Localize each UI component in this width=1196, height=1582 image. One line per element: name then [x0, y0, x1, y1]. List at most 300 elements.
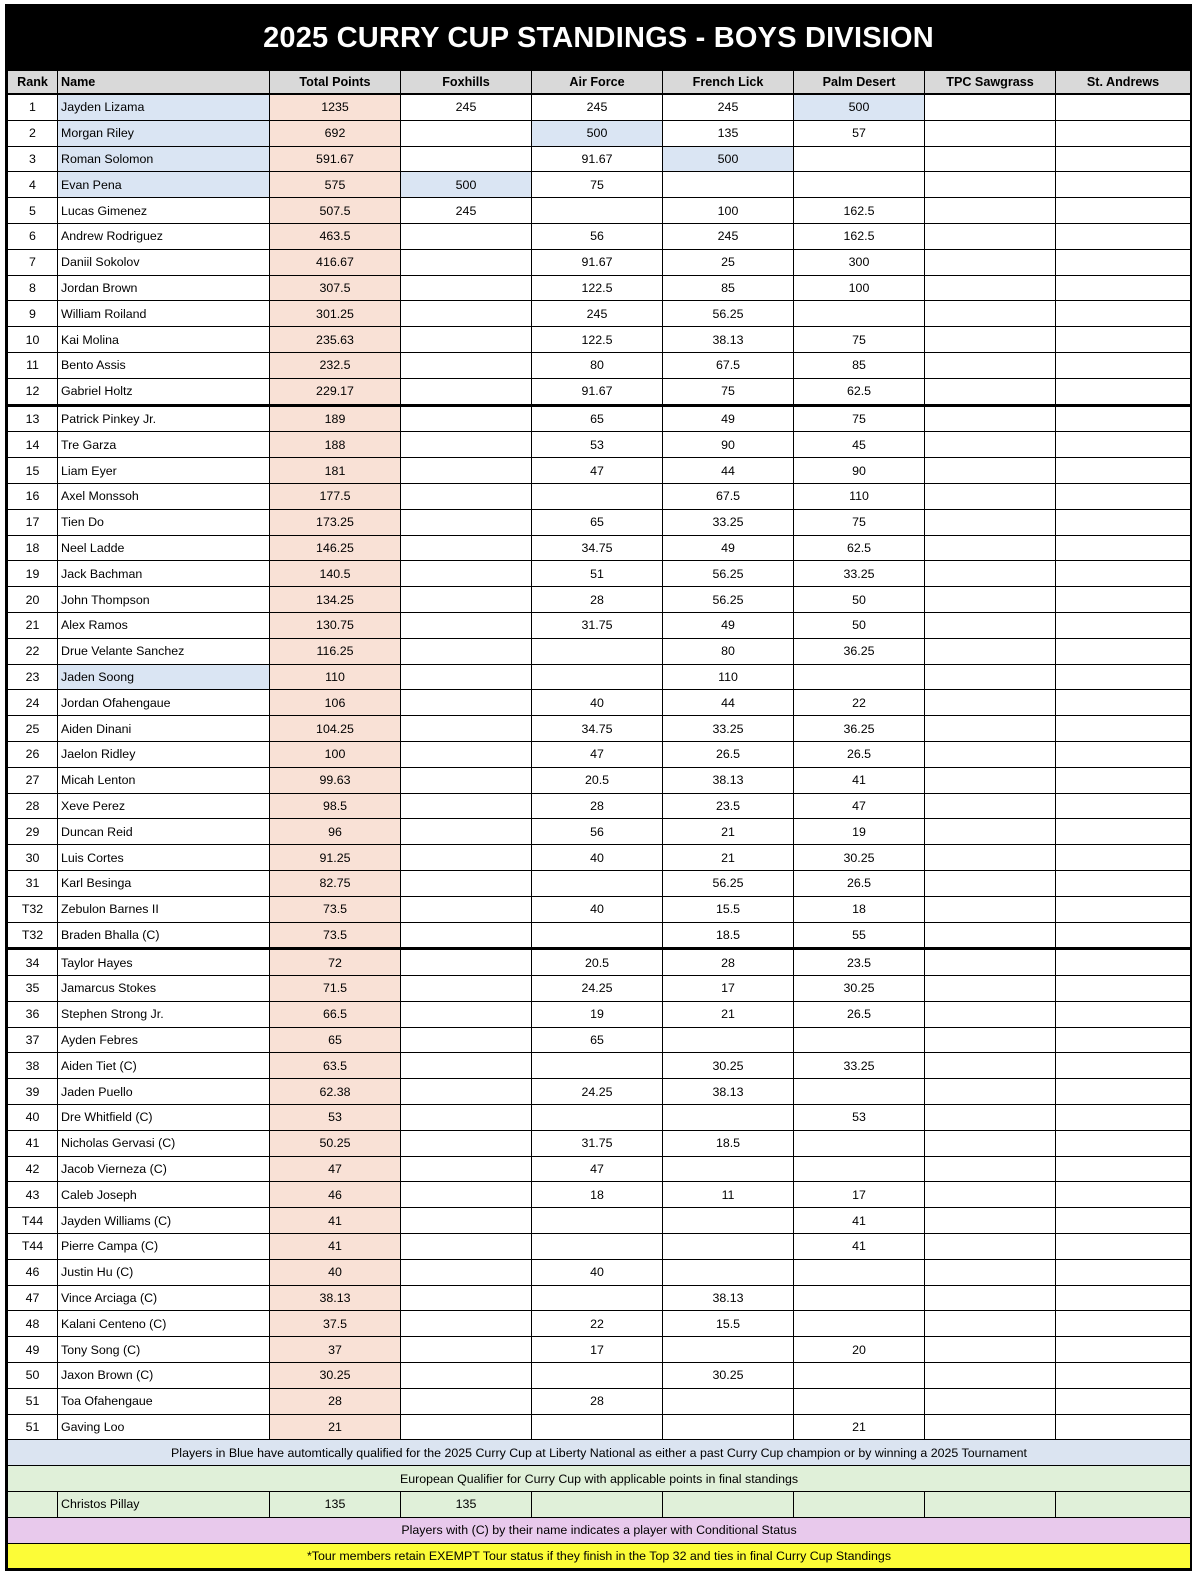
rank-cell: 13 — [8, 405, 58, 432]
palm-desert-cell: 30.25 — [794, 976, 925, 1002]
palm-desert-cell: 75 — [794, 327, 925, 353]
total-points-cell: 73.5 — [270, 896, 401, 922]
tpc-sawgrass-cell — [925, 1414, 1056, 1440]
player-name-cell: Dre Whitfield (C) — [58, 1105, 270, 1131]
total-points-cell: 73.5 — [270, 922, 401, 949]
palm-desert-cell: 21 — [794, 1414, 925, 1440]
total-points-cell: 50.25 — [270, 1130, 401, 1156]
rank-cell: 43 — [8, 1182, 58, 1208]
foxhills-cell — [401, 1156, 532, 1182]
foxhills-cell — [401, 120, 532, 146]
euro-palm-desert — [794, 1492, 925, 1518]
total-points-cell: 177.5 — [270, 483, 401, 509]
tpc-sawgrass-cell — [925, 896, 1056, 922]
palm-desert-cell — [794, 1130, 925, 1156]
french-lick-cell: 15.5 — [663, 896, 794, 922]
tpc-sawgrass-cell — [925, 638, 1056, 664]
tpc-sawgrass-cell — [925, 1027, 1056, 1053]
air-force-cell: 91.67 — [532, 378, 663, 405]
st-andrews-cell — [1056, 664, 1191, 690]
total-points-cell: 37 — [270, 1337, 401, 1363]
st-andrews-cell — [1056, 1079, 1191, 1105]
rank-cell: 26 — [8, 741, 58, 767]
table-row — [8, 1363, 1191, 1389]
header-french-lick: French Lick — [663, 71, 794, 95]
header-st-andrews: St. Andrews — [1056, 71, 1191, 95]
table-row — [8, 716, 1191, 742]
table-row — [8, 922, 1191, 949]
foxhills-cell — [401, 612, 532, 638]
foxhills-cell — [401, 405, 532, 432]
palm-desert-cell: 75 — [794, 509, 925, 535]
player-name-cell: Bento Assis — [58, 352, 270, 378]
total-points-cell: 591.67 — [270, 146, 401, 172]
table-row — [8, 458, 1191, 484]
player-name-cell: Luis Cortes — [58, 845, 270, 871]
tpc-sawgrass-cell — [925, 405, 1056, 432]
air-force-cell — [532, 638, 663, 664]
rank-cell: 19 — [8, 561, 58, 587]
palm-desert-cell: 26.5 — [794, 1001, 925, 1027]
st-andrews-cell — [1056, 1414, 1191, 1440]
rank-cell: 37 — [8, 1027, 58, 1053]
french-lick-cell: 33.25 — [663, 716, 794, 742]
air-force-cell: 31.75 — [532, 1130, 663, 1156]
rank-cell: 51 — [8, 1414, 58, 1440]
table-row — [8, 1337, 1191, 1363]
rank-cell: 31 — [8, 870, 58, 896]
foxhills-cell — [401, 275, 532, 301]
rank-cell: 17 — [8, 509, 58, 535]
french-lick-cell: 49 — [663, 535, 794, 561]
player-name-cell: Aiden Dinani — [58, 716, 270, 742]
french-lick-cell: 18.5 — [663, 922, 794, 949]
palm-desert-cell — [794, 1027, 925, 1053]
foxhills-cell — [401, 1259, 532, 1285]
french-lick-cell: 38.13 — [663, 767, 794, 793]
total-points-cell: 189 — [270, 405, 401, 432]
standings-sheet — [5, 4, 1192, 1571]
header-air-force: Air Force — [532, 71, 663, 95]
tpc-sawgrass-cell — [925, 483, 1056, 509]
player-name-cell: Taylor Hayes — [58, 949, 270, 976]
table-row — [8, 793, 1191, 819]
table-row — [8, 870, 1191, 896]
french-lick-cell: 49 — [663, 612, 794, 638]
rank-cell: 39 — [8, 1079, 58, 1105]
palm-desert-cell: 23.5 — [794, 949, 925, 976]
air-force-cell: 40 — [532, 845, 663, 871]
total-points-cell: 63.5 — [270, 1053, 401, 1079]
player-name-cell: Evan Pena — [58, 172, 270, 198]
st-andrews-cell — [1056, 819, 1191, 845]
player-name-cell: Stephen Strong Jr. — [58, 1001, 270, 1027]
player-name-cell: Kai Molina — [58, 327, 270, 353]
air-force-cell — [532, 1053, 663, 1079]
rank-cell: 24 — [8, 690, 58, 716]
tpc-sawgrass-cell — [925, 1388, 1056, 1414]
rank-cell: 28 — [8, 793, 58, 819]
french-lick-cell: 18.5 — [663, 1130, 794, 1156]
french-lick-cell: 110 — [663, 664, 794, 690]
foxhills-cell — [401, 587, 532, 613]
air-force-cell: 31.75 — [532, 612, 663, 638]
palm-desert-cell: 57 — [794, 120, 925, 146]
st-andrews-cell — [1056, 1234, 1191, 1260]
euro-name: Christos Pillay — [58, 1492, 270, 1518]
foxhills-cell — [401, 845, 532, 871]
total-points-cell: 65 — [270, 1027, 401, 1053]
tpc-sawgrass-cell — [925, 587, 1056, 613]
foxhills-cell — [401, 458, 532, 484]
total-points-cell: 575 — [270, 172, 401, 198]
total-points-cell: 146.25 — [270, 535, 401, 561]
euro-air-force — [532, 1492, 663, 1518]
foxhills-cell — [401, 741, 532, 767]
palm-desert-cell: 55 — [794, 922, 925, 949]
palm-desert-cell: 41 — [794, 767, 925, 793]
total-points-cell: 235.63 — [270, 327, 401, 353]
foxhills-cell — [401, 223, 532, 249]
palm-desert-cell: 20 — [794, 1337, 925, 1363]
french-lick-cell: 26.5 — [663, 741, 794, 767]
st-andrews-cell — [1056, 612, 1191, 638]
air-force-cell: 28 — [532, 587, 663, 613]
table-row — [8, 405, 1191, 432]
rank-cell: 2 — [8, 120, 58, 146]
st-andrews-cell — [1056, 1156, 1191, 1182]
st-andrews-cell — [1056, 949, 1191, 976]
table-row — [8, 690, 1191, 716]
total-points-cell: 307.5 — [270, 275, 401, 301]
air-force-cell: 53 — [532, 432, 663, 458]
st-andrews-cell — [1056, 458, 1191, 484]
air-force-cell: 40 — [532, 690, 663, 716]
rank-cell: 29 — [8, 819, 58, 845]
st-andrews-cell — [1056, 146, 1191, 172]
table-row — [8, 1182, 1191, 1208]
total-points-cell: 66.5 — [270, 1001, 401, 1027]
rank-cell: 27 — [8, 767, 58, 793]
rank-cell: 4 — [8, 172, 58, 198]
player-name-cell: Tre Garza — [58, 432, 270, 458]
palm-desert-cell — [794, 1259, 925, 1285]
foxhills-cell — [401, 1311, 532, 1337]
foxhills-cell: 500 — [401, 172, 532, 198]
rank-cell: 34 — [8, 949, 58, 976]
table-row — [8, 976, 1191, 1002]
air-force-cell — [532, 1234, 663, 1260]
french-lick-cell: 30.25 — [663, 1363, 794, 1389]
french-lick-cell: 75 — [663, 378, 794, 405]
foxhills-cell — [401, 1388, 532, 1414]
player-name-cell: Jack Bachman — [58, 561, 270, 587]
tpc-sawgrass-cell — [925, 327, 1056, 353]
air-force-cell: 500 — [532, 120, 663, 146]
french-lick-cell — [663, 1156, 794, 1182]
st-andrews-cell — [1056, 405, 1191, 432]
player-name-cell: Morgan Riley — [58, 120, 270, 146]
st-andrews-cell — [1056, 1388, 1191, 1414]
player-name-cell: William Roiland — [58, 301, 270, 327]
foxhills-cell — [401, 1130, 532, 1156]
french-lick-cell: 85 — [663, 275, 794, 301]
table-row — [8, 1311, 1191, 1337]
foxhills-cell — [401, 690, 532, 716]
player-name-cell: Caleb Joseph — [58, 1182, 270, 1208]
tpc-sawgrass-cell — [925, 793, 1056, 819]
total-points-cell: 232.5 — [270, 352, 401, 378]
total-points-cell: 99.63 — [270, 767, 401, 793]
rank-cell: 36 — [8, 1001, 58, 1027]
header-row — [8, 71, 1191, 95]
player-name-cell: John Thompson — [58, 587, 270, 613]
palm-desert-cell — [794, 1156, 925, 1182]
st-andrews-cell — [1056, 793, 1191, 819]
table-row — [8, 1079, 1191, 1105]
table-row — [8, 1156, 1191, 1182]
player-name-cell: Lucas Gimenez — [58, 198, 270, 224]
foxhills-cell — [401, 327, 532, 353]
player-name-cell: Jayden Williams (C) — [58, 1208, 270, 1234]
table-row — [8, 1414, 1191, 1440]
player-name-cell: Jamarcus Stokes — [58, 976, 270, 1002]
palm-desert-cell: 162.5 — [794, 223, 925, 249]
table-row — [8, 819, 1191, 845]
total-points-cell: 41 — [270, 1208, 401, 1234]
player-name-cell: Tony Song (C) — [58, 1337, 270, 1363]
table-row — [8, 587, 1191, 613]
total-points-cell: 82.75 — [270, 870, 401, 896]
palm-desert-cell: 90 — [794, 458, 925, 484]
st-andrews-cell — [1056, 327, 1191, 353]
french-lick-cell: 90 — [663, 432, 794, 458]
header-foxhills: Foxhills — [401, 71, 532, 95]
french-lick-cell: 15.5 — [663, 1311, 794, 1337]
tpc-sawgrass-cell — [925, 1234, 1056, 1260]
tpc-sawgrass-cell — [925, 223, 1056, 249]
foxhills-cell — [401, 1027, 532, 1053]
french-lick-cell — [663, 1259, 794, 1285]
palm-desert-cell: 17 — [794, 1182, 925, 1208]
rank-cell: 15 — [8, 458, 58, 484]
french-lick-cell: 38.13 — [663, 1285, 794, 1311]
tpc-sawgrass-cell — [925, 767, 1056, 793]
palm-desert-cell — [794, 1079, 925, 1105]
table-row — [8, 223, 1191, 249]
rank-cell: 12 — [8, 378, 58, 405]
air-force-cell — [532, 1363, 663, 1389]
st-andrews-cell — [1056, 1363, 1191, 1389]
palm-desert-cell: 41 — [794, 1234, 925, 1260]
palm-desert-cell: 85 — [794, 352, 925, 378]
total-points-cell: 91.25 — [270, 845, 401, 871]
air-force-cell — [532, 870, 663, 896]
table-row — [8, 327, 1191, 353]
foxhills-cell — [401, 146, 532, 172]
rank-cell: 46 — [8, 1259, 58, 1285]
palm-desert-cell: 162.5 — [794, 198, 925, 224]
player-name-cell: Liam Eyer — [58, 458, 270, 484]
st-andrews-cell — [1056, 690, 1191, 716]
foxhills-cell — [401, 949, 532, 976]
tpc-sawgrass-cell — [925, 458, 1056, 484]
air-force-cell: 28 — [532, 1388, 663, 1414]
foxhills-cell — [401, 1208, 532, 1234]
blue-qualifier-note-row — [8, 1440, 1191, 1466]
french-lick-cell — [663, 1027, 794, 1053]
total-points-cell: 188 — [270, 432, 401, 458]
total-points-cell: 71.5 — [270, 976, 401, 1002]
table-row — [8, 949, 1191, 976]
total-points-cell: 463.5 — [270, 223, 401, 249]
total-points-cell: 1235 — [270, 94, 401, 120]
french-lick-cell: 67.5 — [663, 483, 794, 509]
table-row — [8, 172, 1191, 198]
total-points-cell: 416.67 — [270, 249, 401, 275]
air-force-cell: 47 — [532, 458, 663, 484]
tpc-sawgrass-cell — [925, 741, 1056, 767]
french-lick-cell: 38.13 — [663, 1079, 794, 1105]
rank-cell: T32 — [8, 922, 58, 949]
table-row — [8, 561, 1191, 587]
air-force-cell: 19 — [532, 1001, 663, 1027]
rank-cell: 51 — [8, 1388, 58, 1414]
total-points-cell: 692 — [270, 120, 401, 146]
tpc-sawgrass-cell — [925, 1337, 1056, 1363]
header-palm-desert: Palm Desert — [794, 71, 925, 95]
french-lick-cell: 56.25 — [663, 587, 794, 613]
conditional-note-row — [8, 1517, 1191, 1543]
rank-cell: 14 — [8, 432, 58, 458]
rank-cell: 11 — [8, 352, 58, 378]
total-points-cell: 507.5 — [270, 198, 401, 224]
air-force-cell: 65 — [532, 509, 663, 535]
table-row — [8, 120, 1191, 146]
french-lick-cell: 56.25 — [663, 301, 794, 327]
air-force-cell: 24.25 — [532, 1079, 663, 1105]
air-force-cell — [532, 198, 663, 224]
french-lick-cell: 21 — [663, 819, 794, 845]
rank-cell: 21 — [8, 612, 58, 638]
tpc-sawgrass-cell — [925, 249, 1056, 275]
tpc-sawgrass-cell — [925, 716, 1056, 742]
table-row — [8, 638, 1191, 664]
foxhills-cell — [401, 1285, 532, 1311]
player-name-cell: Duncan Reid — [58, 819, 270, 845]
air-force-cell: 56 — [532, 223, 663, 249]
st-andrews-cell — [1056, 561, 1191, 587]
tpc-sawgrass-cell — [925, 612, 1056, 638]
tpc-sawgrass-cell — [925, 819, 1056, 845]
rank-cell: 30 — [8, 845, 58, 871]
st-andrews-cell — [1056, 741, 1191, 767]
palm-desert-cell — [794, 1285, 925, 1311]
french-lick-cell: 67.5 — [663, 352, 794, 378]
st-andrews-cell — [1056, 301, 1191, 327]
foxhills-cell — [401, 1001, 532, 1027]
table-row — [8, 1053, 1191, 1079]
tpc-sawgrass-cell — [925, 1285, 1056, 1311]
air-force-cell: 20.5 — [532, 949, 663, 976]
total-points-cell: 173.25 — [270, 509, 401, 535]
total-points-cell: 181 — [270, 458, 401, 484]
tpc-sawgrass-cell — [925, 1311, 1056, 1337]
palm-desert-cell: 30.25 — [794, 845, 925, 871]
air-force-cell — [532, 922, 663, 949]
french-lick-cell: 28 — [663, 949, 794, 976]
table-row — [8, 896, 1191, 922]
st-andrews-cell — [1056, 1001, 1191, 1027]
total-points-cell: 28 — [270, 1388, 401, 1414]
st-andrews-cell — [1056, 198, 1191, 224]
palm-desert-cell: 22 — [794, 690, 925, 716]
player-name-cell: Neel Ladde — [58, 535, 270, 561]
air-force-cell: 245 — [532, 94, 663, 120]
player-name-cell: Pierre Campa (C) — [58, 1234, 270, 1260]
player-name-cell: Patrick Pinkey Jr. — [58, 405, 270, 432]
player-name-cell: Jordan Brown — [58, 275, 270, 301]
st-andrews-cell — [1056, 223, 1191, 249]
player-name-cell: Jayden Lizama — [58, 94, 270, 120]
tpc-sawgrass-cell — [925, 535, 1056, 561]
air-force-cell: 65 — [532, 1027, 663, 1053]
player-name-cell: Gaving Loo — [58, 1414, 270, 1440]
player-name-cell: Drue Velante Sanchez — [58, 638, 270, 664]
foxhills-cell — [401, 767, 532, 793]
french-lick-cell — [663, 1337, 794, 1363]
french-lick-cell: 38.13 — [663, 327, 794, 353]
player-name-cell: Gabriel Holtz — [58, 378, 270, 405]
french-lick-cell — [663, 1105, 794, 1131]
palm-desert-cell: 47 — [794, 793, 925, 819]
palm-desert-cell: 36.25 — [794, 638, 925, 664]
st-andrews-cell — [1056, 94, 1191, 120]
air-force-cell: 40 — [532, 896, 663, 922]
tpc-sawgrass-cell — [925, 1130, 1056, 1156]
table-row — [8, 1208, 1191, 1234]
foxhills-cell: 245 — [401, 94, 532, 120]
air-force-cell: 122.5 — [532, 275, 663, 301]
st-andrews-cell — [1056, 1182, 1191, 1208]
table-row — [8, 483, 1191, 509]
rank-cell: 49 — [8, 1337, 58, 1363]
table-row — [8, 767, 1191, 793]
air-force-cell — [532, 664, 663, 690]
french-lick-cell: 21 — [663, 1001, 794, 1027]
total-points-cell: 21 — [270, 1414, 401, 1440]
air-force-cell: 20.5 — [532, 767, 663, 793]
french-lick-cell — [663, 1414, 794, 1440]
st-andrews-cell — [1056, 976, 1191, 1002]
foxhills-cell — [401, 301, 532, 327]
player-name-cell: Daniil Sokolov — [58, 249, 270, 275]
air-force-cell — [532, 1208, 663, 1234]
tpc-sawgrass-cell — [925, 976, 1056, 1002]
french-lick-cell — [663, 1388, 794, 1414]
standings-table — [7, 70, 1191, 1569]
tpc-sawgrass-cell — [925, 870, 1056, 896]
palm-desert-cell: 36.25 — [794, 716, 925, 742]
tpc-sawgrass-cell — [925, 922, 1056, 949]
euro-tpc-sawgrass — [925, 1492, 1056, 1518]
french-lick-cell: 56.25 — [663, 870, 794, 896]
foxhills-cell — [401, 870, 532, 896]
foxhills-cell — [401, 1079, 532, 1105]
total-points-cell: 229.17 — [270, 378, 401, 405]
st-andrews-cell — [1056, 1105, 1191, 1131]
foxhills-cell — [401, 352, 532, 378]
